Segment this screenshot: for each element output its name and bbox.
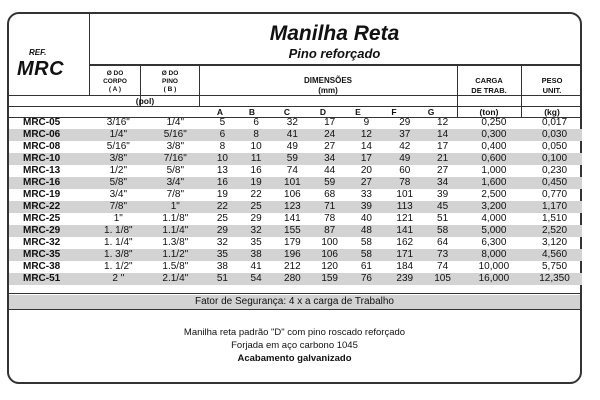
table-cell: 58 <box>424 225 460 237</box>
table-cell: 37 <box>385 129 424 141</box>
row-ref: MRC-10 <box>9 153 92 165</box>
table-cell: 22 <box>206 201 239 213</box>
letter-a: A <box>216 107 224 117</box>
table-cell: 24 <box>312 129 348 141</box>
table-cell: 13 <box>216 165 228 176</box>
table-cell: 179 <box>284 237 301 248</box>
table-cell: 0,770 <box>542 189 568 200</box>
table-cell: 6 <box>253 117 259 128</box>
table-cell: 184 <box>396 261 414 272</box>
table-cell: 35 <box>250 237 262 248</box>
table-cell: 20 <box>360 165 372 176</box>
table-cell: 0,017 <box>542 117 568 128</box>
table-cell: 71 <box>312 201 348 213</box>
table-cell: 59 <box>312 177 348 189</box>
table-cell: 123 <box>273 201 311 213</box>
table-cell: 162 <box>396 237 414 248</box>
table-cell: 0,250 <box>481 117 507 128</box>
table-cell: 25 <box>216 213 228 224</box>
row-ref: MRC-29 <box>9 225 92 237</box>
table-cell: 48 <box>348 225 385 237</box>
table-cell: 1/4" <box>166 117 185 128</box>
table-cell: 5,750 <box>542 261 568 272</box>
table-row <box>9 237 582 249</box>
table-cell: 44 <box>324 165 336 176</box>
row-ref: MRC-06 <box>9 129 92 141</box>
table-cell: 39 <box>437 189 449 200</box>
table-cell: 3/16" <box>106 117 130 128</box>
table-cell: 113 <box>385 201 424 213</box>
table-cell: 22 <box>250 189 262 200</box>
table-cell: 10 <box>250 141 262 152</box>
table-cell: 3/4" <box>145 177 206 189</box>
table-cell: 12 <box>437 117 449 128</box>
table-cell: 1,510 <box>542 213 568 224</box>
table-cell: 1" <box>145 201 206 213</box>
table-cell: 0,230 <box>542 165 568 176</box>
note-line-bold: Acabamento galvanizado <box>237 353 352 364</box>
table-cell: 1. 1/2" <box>104 261 133 272</box>
table-cell: 280 <box>273 273 311 285</box>
header-dimensoes: DIMENSÕES (mm) <box>303 76 352 95</box>
table-cell: 0,600 <box>461 153 527 165</box>
table-cell: 1. 3/8" <box>92 249 145 261</box>
row-ref: MRC-05 <box>23 117 61 128</box>
table-cell: 5/8" <box>92 177 145 189</box>
table-row <box>9 201 582 213</box>
table-cell: 3/4" <box>109 189 128 200</box>
table-cell: 27 <box>437 165 449 176</box>
table-cell: 1/2" <box>109 165 128 176</box>
letter-e: E <box>355 107 361 117</box>
table-cell: 171 <box>385 249 424 261</box>
table-cell: 74 <box>437 261 449 272</box>
header-carga: CARGA DE TRAB. <box>471 76 507 95</box>
table-row <box>9 117 582 129</box>
table-cell: 8 <box>219 141 226 152</box>
table-cell: 5/16" <box>145 129 206 141</box>
table-cell: 29 <box>399 117 411 128</box>
table-cell: 61 <box>360 261 372 272</box>
table-cell: 2.1/4" <box>145 273 206 285</box>
row-ref: MRC-35 <box>9 249 92 261</box>
table-cell: 19 <box>239 177 273 189</box>
table-row <box>9 177 582 189</box>
divider <box>9 293 580 294</box>
table-cell: 4,000 <box>481 213 507 224</box>
table-cell: 3,200 <box>461 201 527 213</box>
table-row <box>9 249 582 261</box>
spec-table <box>9 117 582 285</box>
table-cell: 9 <box>363 117 370 128</box>
table-cell: 42 <box>399 141 411 152</box>
table-cell: 2,500 <box>481 189 507 200</box>
table-cell: 21 <box>424 153 460 165</box>
table-cell: 38 <box>216 261 228 272</box>
table-cell: 29 <box>250 213 262 224</box>
row-ref: MRC-32 <box>23 237 61 248</box>
table-cell: 212 <box>284 261 301 272</box>
table-cell: 34 <box>424 177 460 189</box>
table-cell: 141 <box>284 213 301 224</box>
table-row <box>9 141 582 153</box>
page-subtitle: Pino reforçado <box>288 46 381 61</box>
table-cell: 74 <box>286 165 298 176</box>
table-cell: 0,050 <box>542 141 568 152</box>
table-cell: 32 <box>216 237 228 248</box>
table-row <box>9 165 582 177</box>
table-row <box>9 261 582 273</box>
table-cell: 6 <box>206 129 239 141</box>
table-cell: 54 <box>239 273 273 285</box>
table-cell: 73 <box>424 249 460 261</box>
table-cell: 38 <box>239 249 273 261</box>
table-cell: 239 <box>385 273 424 285</box>
table-cell: 12,350 <box>527 273 582 285</box>
table-cell: 78 <box>385 177 424 189</box>
table-cell: 58 <box>348 249 385 261</box>
table-cell: 16 <box>250 165 262 176</box>
table-cell: 4,560 <box>527 249 582 261</box>
table-cell: 51 <box>437 213 449 224</box>
table-cell: 1.1/8" <box>162 213 189 224</box>
table-cell: 17 <box>348 153 385 165</box>
table-cell: 1,600 <box>461 177 527 189</box>
table-cell: 41 <box>273 129 311 141</box>
table-cell: 5/8" <box>166 165 185 176</box>
table-cell: 159 <box>312 273 348 285</box>
note-line: Forjada em aço carbono 1045 <box>231 340 358 351</box>
table-cell: 14 <box>424 129 460 141</box>
row-ref: MRC-19 <box>23 189 61 200</box>
table-cell: 3/8" <box>92 153 145 165</box>
table-cell: 60 <box>399 165 411 176</box>
table-cell: 7/16" <box>145 153 206 165</box>
header-pino: Ø DO PINO ( B ) <box>161 70 179 93</box>
divider <box>89 64 580 66</box>
table-cell: 106 <box>284 189 301 200</box>
row-ref: MRC-13 <box>23 165 61 176</box>
row-ref: MRC-16 <box>9 177 92 189</box>
table-cell: 155 <box>273 225 311 237</box>
table-cell: 17 <box>324 117 336 128</box>
row-ref: MRC-38 <box>23 261 61 272</box>
table-cell: 17 <box>437 141 449 152</box>
row-ref: MRC-25 <box>23 213 61 224</box>
table-cell: 51 <box>206 273 239 285</box>
table-cell: 32 <box>286 117 298 128</box>
table-cell: 105 <box>424 273 460 285</box>
table-cell: 10 <box>206 153 239 165</box>
table-cell: 14 <box>360 141 372 152</box>
table-cell: 27 <box>324 141 336 152</box>
header-peso: PESO UNIT. <box>541 76 563 95</box>
table-cell: 58 <box>360 237 372 248</box>
table-cell: 33 <box>360 189 372 200</box>
table-cell: 0,300 <box>461 129 527 141</box>
table-row <box>9 189 582 201</box>
table-cell: 100 <box>321 237 338 248</box>
table-cell: 0,450 <box>527 177 582 189</box>
row-ref: MRC-22 <box>9 201 92 213</box>
table-cell: 8 <box>239 129 273 141</box>
table-row <box>9 225 582 237</box>
table-cell: 8,000 <box>461 249 527 261</box>
spec-card <box>7 12 582 384</box>
header-corpo: Ø DO CORPO ( A ) <box>103 70 127 93</box>
table-cell: 5/16" <box>106 141 130 152</box>
table-cell: 5,000 <box>461 225 527 237</box>
table-cell: 1. 1/4" <box>104 237 133 248</box>
table-cell: 32 <box>239 225 273 237</box>
safety-factor: Fator de Segurança: 4 x a carga de Trabalho <box>9 295 580 309</box>
table-cell: 1.5/8" <box>162 261 189 272</box>
ref-code: MRC <box>17 58 65 80</box>
table-cell: 12 <box>348 129 385 141</box>
table-cell: 19 <box>216 189 228 200</box>
table-cell: 196 <box>273 249 311 261</box>
table-cell: 87 <box>312 225 348 237</box>
letter-d: D <box>319 107 327 117</box>
table-cell: 49 <box>385 153 424 165</box>
table-cell: 41 <box>250 261 262 272</box>
table-cell: 10,000 <box>478 261 510 272</box>
table-cell: 1,000 <box>481 165 507 176</box>
table-cell: 2 " <box>92 273 145 285</box>
table-cell: 1.1/4" <box>145 225 206 237</box>
table-cell: 76 <box>348 273 385 285</box>
table-cell: 3,120 <box>542 237 568 248</box>
table-cell: 68 <box>324 189 336 200</box>
row-ref: MRC-51 <box>9 273 92 285</box>
table-cell: 0,030 <box>527 129 582 141</box>
table-cell: 45 <box>424 201 460 213</box>
table-cell: 34 <box>312 153 348 165</box>
ref-column <box>9 14 90 95</box>
table-cell: 35 <box>206 249 239 261</box>
table-cell: 40 <box>360 213 372 224</box>
table-cell: 64 <box>437 237 449 248</box>
note-line: Manilha reta padrão "D" com pino roscado reforçado <box>183 327 406 338</box>
table-cell: 16,000 <box>461 273 527 285</box>
letter-f: F <box>391 107 397 117</box>
table-cell: 7/8" <box>92 201 145 213</box>
table-cell: 59 <box>273 153 311 165</box>
letter-c: C <box>283 107 291 117</box>
divider <box>9 309 580 310</box>
ref-label: REF. <box>29 48 47 57</box>
unit-kg: (kg) <box>544 107 560 117</box>
unit-pol: (pol) <box>135 96 155 106</box>
table-cell: 120 <box>321 261 338 272</box>
letter-g: G <box>427 107 435 117</box>
table-cell: 1.1/2" <box>145 249 206 261</box>
page-title: Manilha Reta <box>269 22 400 45</box>
table-cell: 1" <box>113 213 123 224</box>
table-cell: 49 <box>286 141 298 152</box>
table-cell: 7/8" <box>166 189 185 200</box>
table-row <box>9 153 582 165</box>
table-row <box>9 273 582 285</box>
table-cell: 16 <box>206 177 239 189</box>
table-cell: 106 <box>312 249 348 261</box>
table-cell: 3/8" <box>166 141 185 152</box>
table-cell: 101 <box>396 189 414 200</box>
table-cell: 1. 1/8" <box>92 225 145 237</box>
table-cell: 0,100 <box>527 153 582 165</box>
table-cell: 27 <box>348 177 385 189</box>
table-cell: 101 <box>273 177 311 189</box>
table-cell: 1/4" <box>92 129 145 141</box>
unit-ton: (ton) <box>479 107 499 117</box>
table-cell: 5 <box>219 117 226 128</box>
row-ref: MRC-08 <box>23 141 61 152</box>
table-row <box>9 213 582 225</box>
table-cell: 78 <box>324 213 336 224</box>
table-cell: 29 <box>206 225 239 237</box>
table-cell: 0,400 <box>481 141 507 152</box>
table-cell: 1.3/8" <box>162 237 189 248</box>
table-cell: 141 <box>385 225 424 237</box>
table-cell: 6,300 <box>481 237 507 248</box>
table-cell: 39 <box>348 201 385 213</box>
table-cell: 2,520 <box>527 225 582 237</box>
table-cell: 121 <box>396 213 414 224</box>
table-cell: 1,170 <box>527 201 582 213</box>
table-cell: 25 <box>239 201 273 213</box>
letter-b: B <box>248 107 256 117</box>
table-row <box>9 129 582 141</box>
table-cell: 11 <box>239 153 273 165</box>
